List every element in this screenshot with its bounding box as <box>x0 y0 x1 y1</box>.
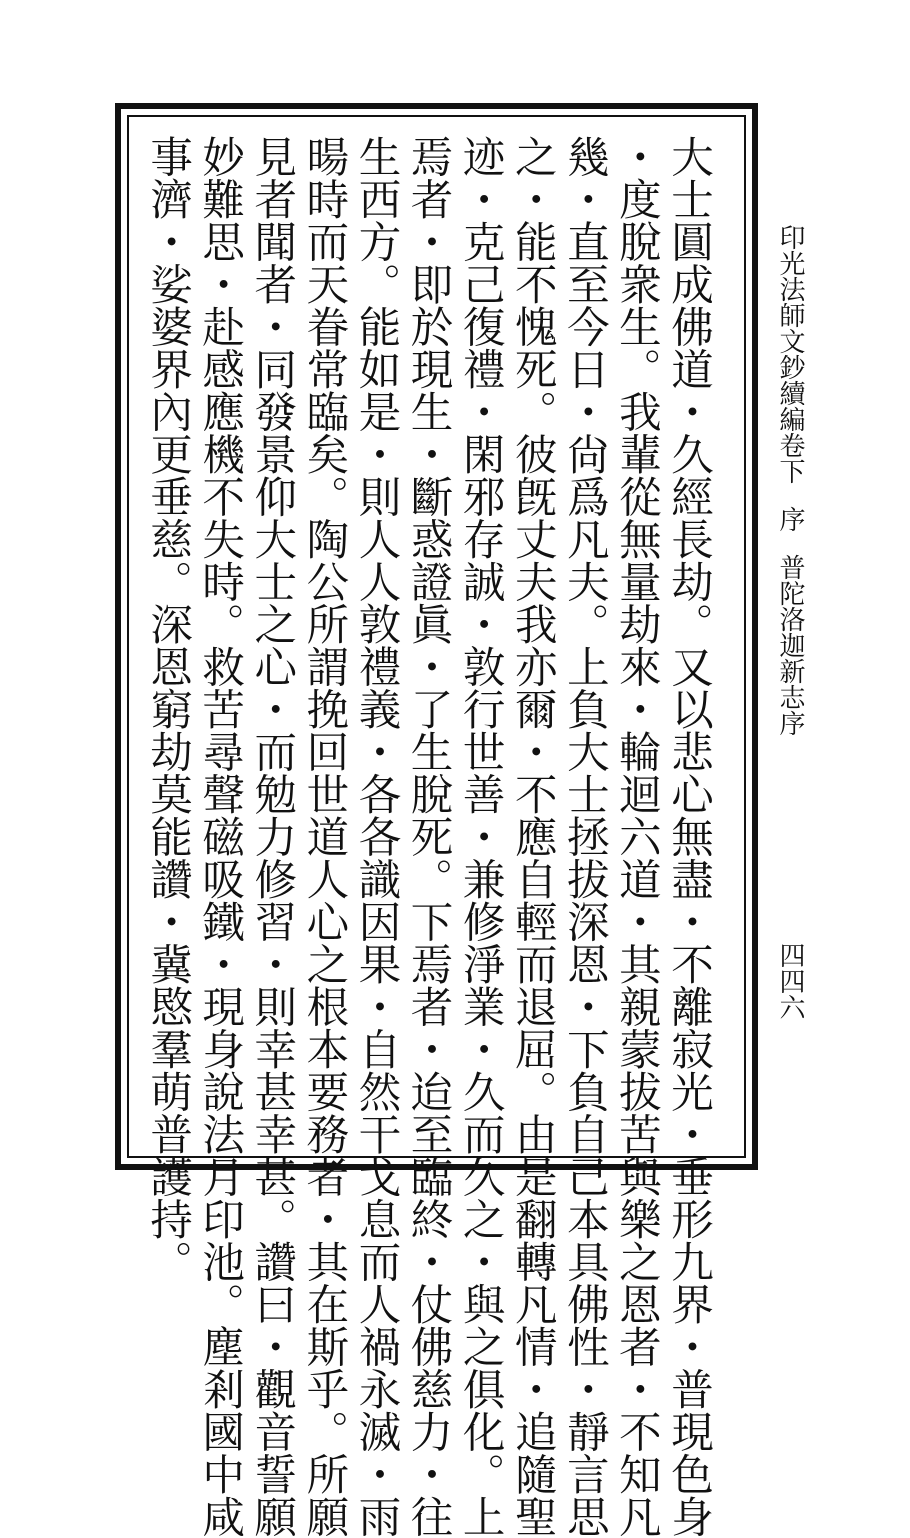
chapter-title: 普陀洛迦新志序 <box>775 554 805 736</box>
page-number: 四四六 <box>775 942 805 1020</box>
book-title: 印光法師文鈔續編卷下 <box>775 224 805 484</box>
text-column: 幾・直至今日・尙爲凡夫。上負大士拯拔深恩・下負自己本具佛性・靜言思 <box>559 135 609 1538</box>
text-column: 之・能不愧死。彼旣丈夫我亦爾・不應自輕而退屈。由是翻轉凡情・追隨聖 <box>507 135 557 1538</box>
text-column: ・度脫衆生。我輩從無量劫來・輪迴六道・其親蒙拔苦與樂之恩者・不知凡 <box>611 135 661 1538</box>
body-text-block <box>141 135 714 1538</box>
text-column: 見者聞者・同發景仰大士之心・而勉力修習・則幸甚幸甚。讚曰・觀音誓願 <box>247 135 297 1538</box>
text-column: 生西方。能如是・則人人敦禮義・各各識因果・自然干戈息而人禍永滅・雨 <box>351 135 401 1538</box>
running-header <box>770 224 810 736</box>
text-column: 大士圓成佛道・久經長劫。又以悲心無盡・不離寂光・垂形九界・普現色身 <box>664 135 713 1538</box>
text-column: 妙難思・赴感應機不失時。救苦尋聲磁吸鐵・現身說法月印池。塵剎國中咸 <box>195 135 245 1538</box>
text-column: 事濟・娑婆界內更垂慈。深恩窮劫莫能讚・冀愍羣萌普護持。 <box>143 135 193 1283</box>
section-label: 序 <box>775 506 805 532</box>
text-column: 迹・克己復禮・閑邪存誠・敦行世善・兼修淨業・久而久之・與之俱化。上 <box>455 135 505 1538</box>
text-column: 焉者・即於現生・斷惑證眞・了生脫死。下焉者・迨至臨終・仗佛慈力・往 <box>403 135 453 1538</box>
text-column: 暘時而天眷常臨矣。陶公所謂挽回世道人心之根本要務者・其在斯乎。所願 <box>299 135 349 1538</box>
